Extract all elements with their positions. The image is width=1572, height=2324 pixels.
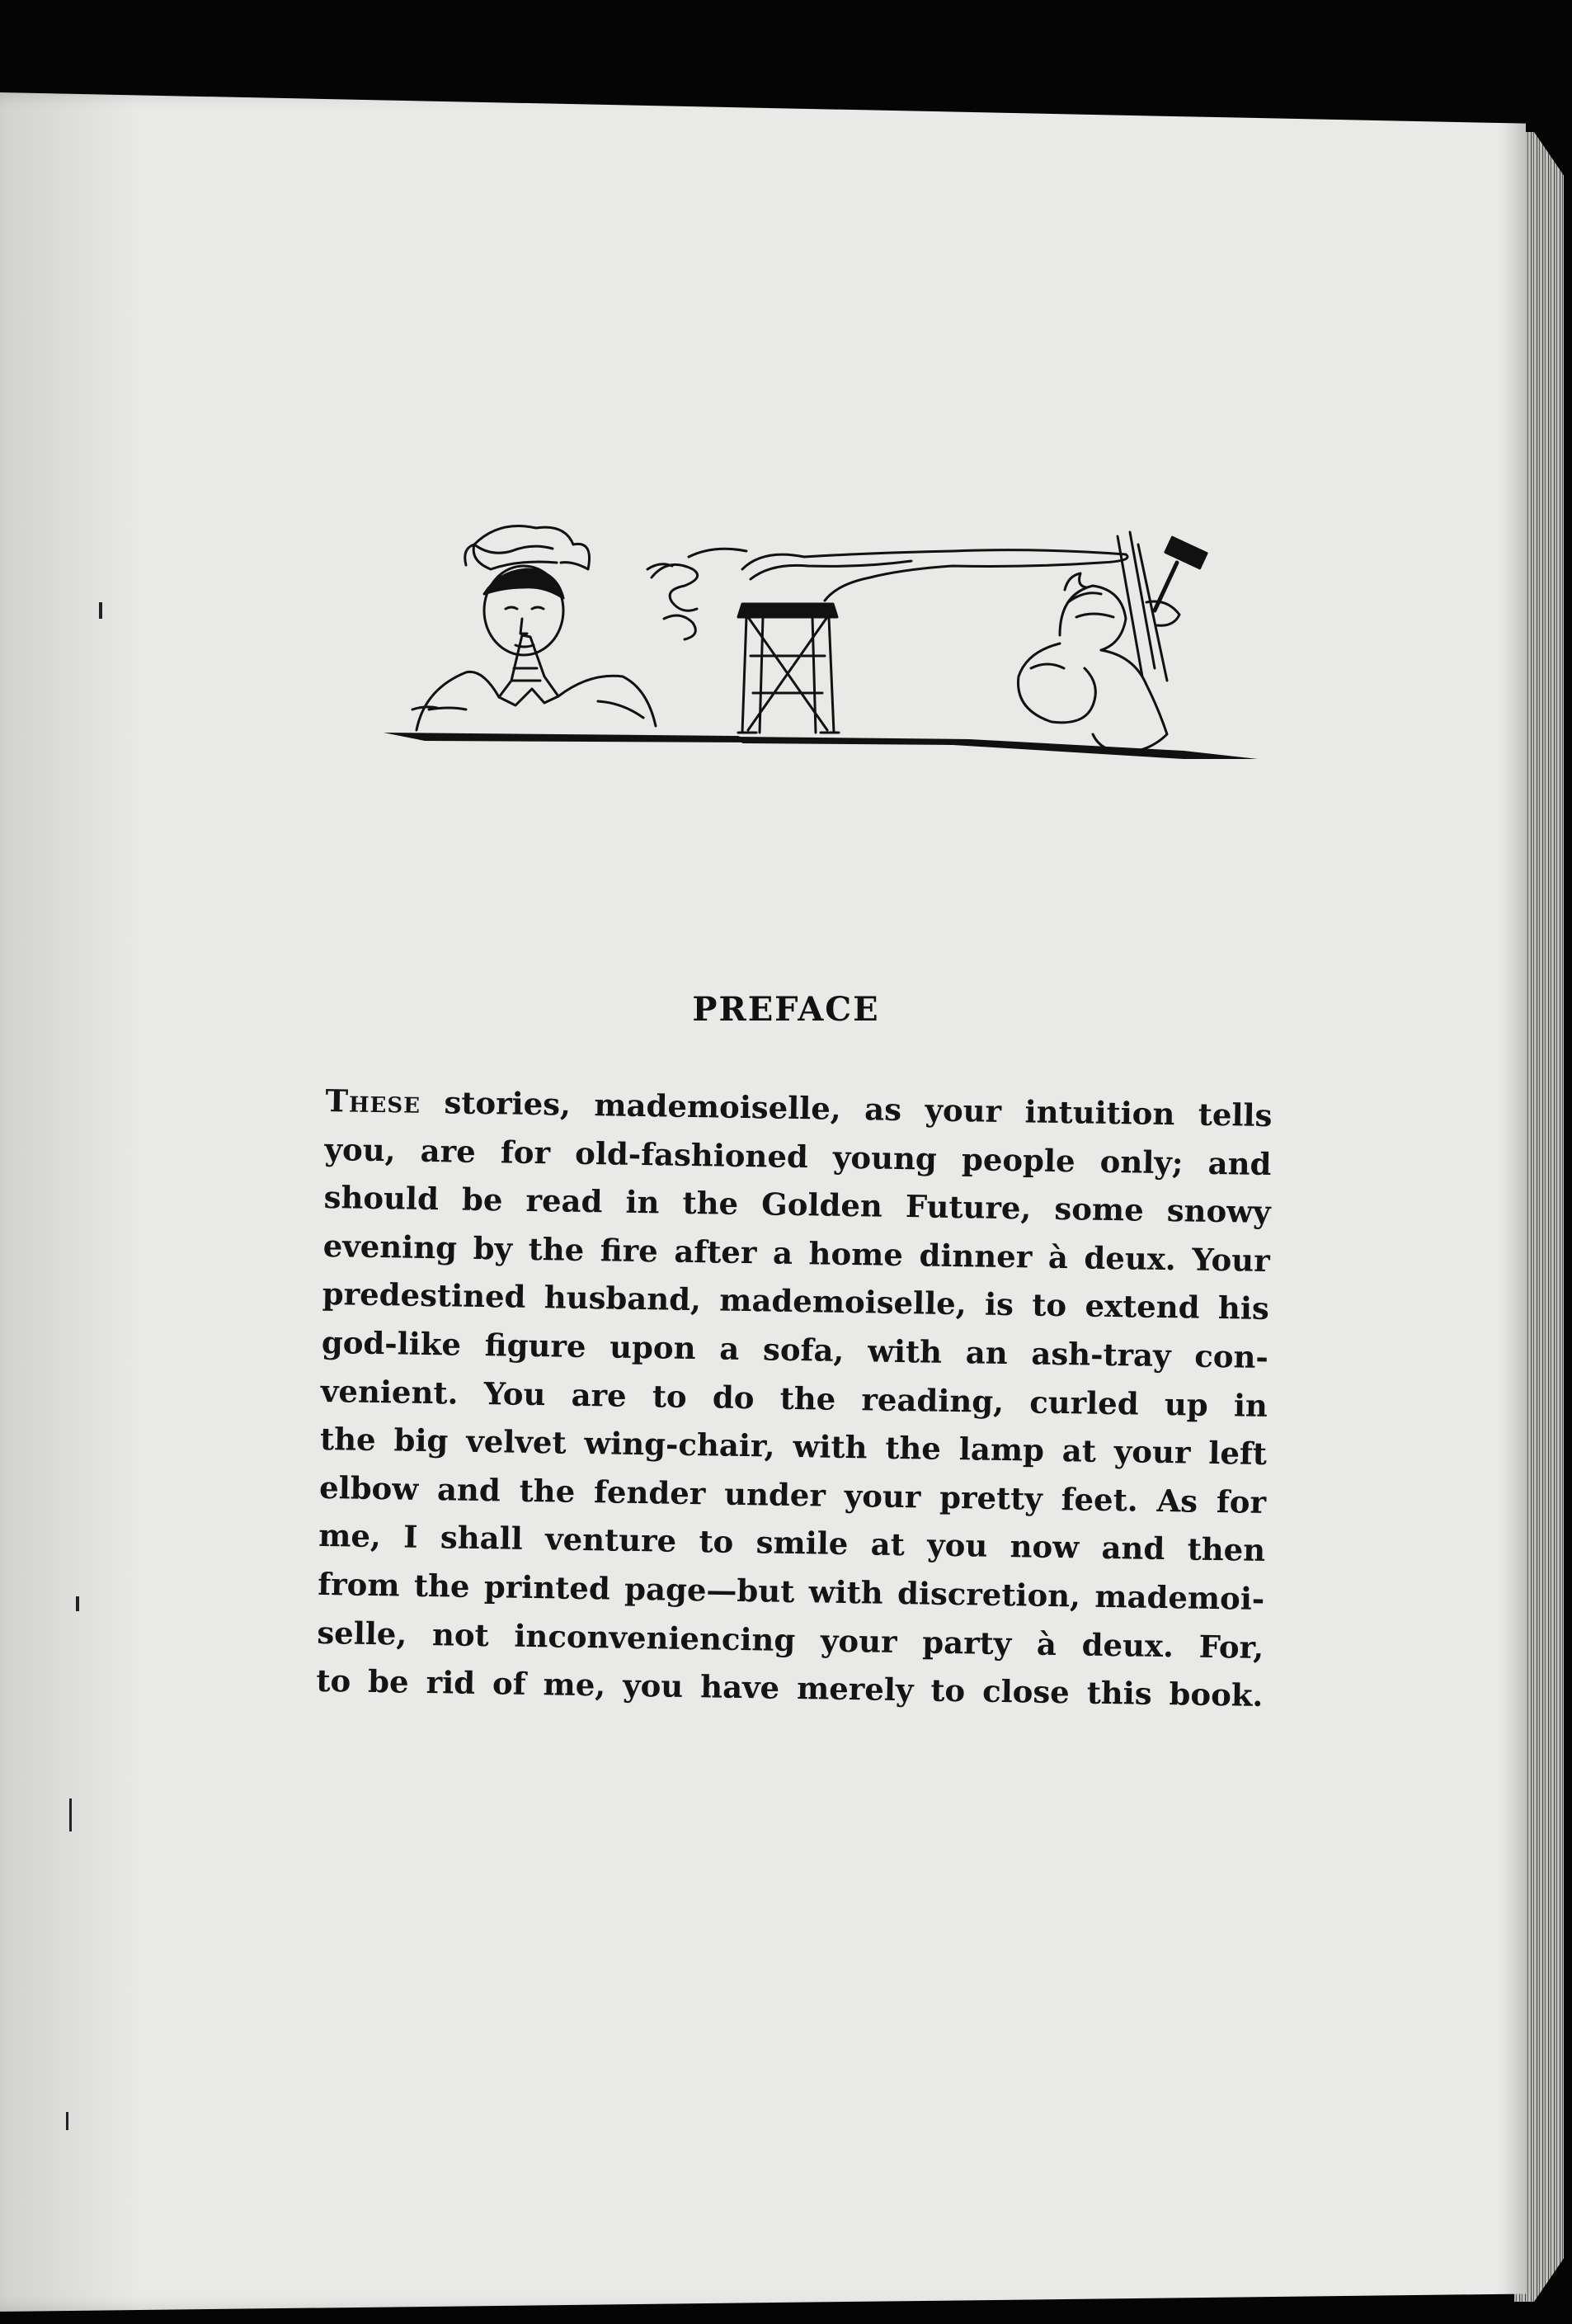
binding-gutter <box>0 92 140 2312</box>
headpiece-vignette-icon <box>375 511 1266 808</box>
text-line: to be rid of me, you have merely to close this book. <box>316 1662 1264 1714</box>
lead-word-small-caps: These <box>325 1082 421 1120</box>
text-line: predestined husband, mademoiselle, is to extend his <box>322 1275 1270 1327</box>
scan-speck <box>99 602 102 619</box>
scan-speck <box>76 1596 79 1611</box>
text-line: me, I shall venture to smile at you now and then <box>318 1517 1266 1569</box>
headpiece-illustration <box>375 511 1266 808</box>
scan-speck <box>66 2112 68 2130</box>
text-line: the big velvet wing-chair, with the lamp at your left <box>319 1421 1268 1473</box>
scan-speck <box>69 1798 72 1831</box>
text-line: elbow and the fender under your pretty feet. As for <box>318 1468 1267 1520</box>
preface-paragraph <box>316 1077 1273 1720</box>
text-line: venient. You are to do the reading, curled up in <box>320 1372 1268 1424</box>
text-line: god-like figure upon a sofa, with an ash-tray con- <box>321 1323 1269 1375</box>
text-line-content: stories, mademoiselle, as your intuition tells <box>420 1083 1273 1134</box>
page-title: PREFACE <box>692 990 880 1029</box>
text-line: should be read in the Golden Future, some snowy <box>323 1179 1271 1231</box>
text-line: from the printed page—but with discretion, mademoi- <box>317 1565 1265 1617</box>
text-line: you, are for old-fashioned young people only; and <box>324 1130 1272 1182</box>
text-line: selle, not inconveniencing your party à deux. For, <box>317 1614 1264 1666</box>
text-line: evening by the fire after a home dinner à deux. Your <box>322 1227 1270 1279</box>
